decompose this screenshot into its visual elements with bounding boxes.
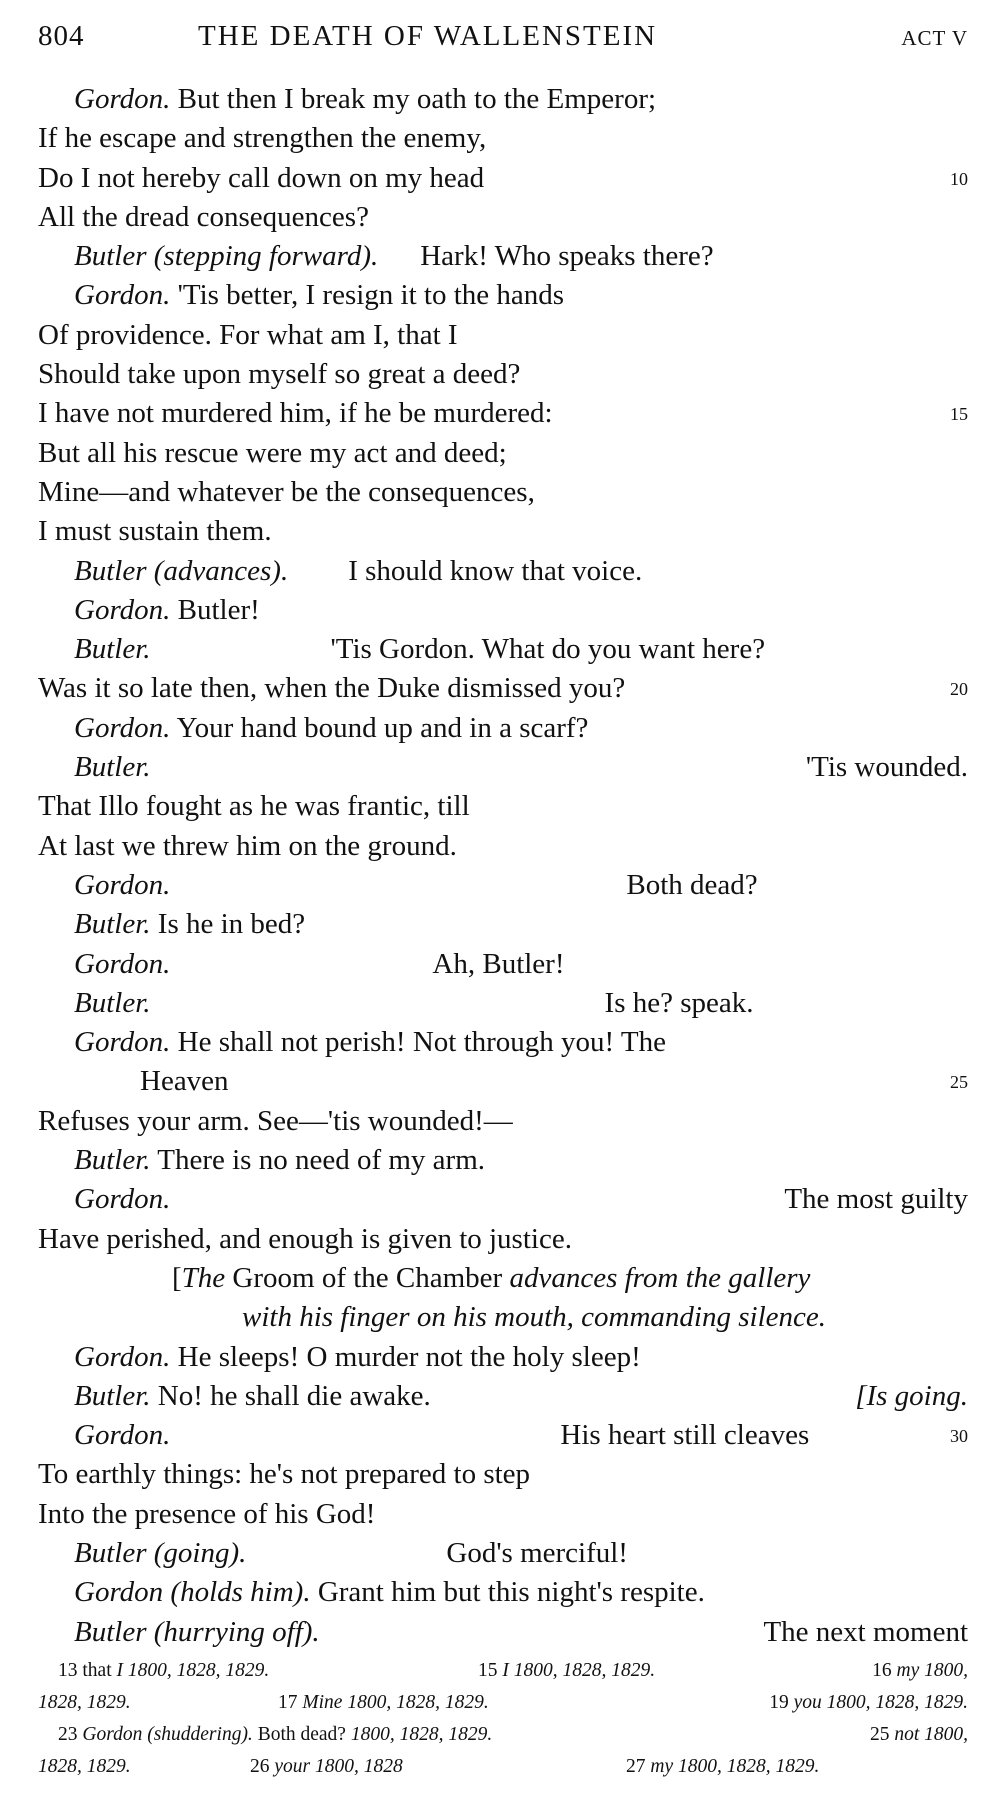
footnote: 16 my 1800, bbox=[872, 1660, 968, 1681]
verse-line: Into the presence of his God! bbox=[38, 1497, 376, 1530]
speaker: Gordon bbox=[74, 1576, 164, 1609]
verse-line: Gordon. The most guilty bbox=[74, 1183, 968, 1216]
verse-line: Gordon. Both dead? bbox=[74, 868, 758, 901]
speaker: Gordon. bbox=[74, 279, 171, 312]
speaker: Butler. bbox=[74, 986, 151, 1019]
speaker: Gordon. bbox=[74, 1183, 171, 1216]
footnote-line bbox=[38, 1655, 968, 1687]
footnote: 13 that I 1800, 1828, 1829. bbox=[58, 1660, 270, 1681]
running-title: THE DEATH OF WALLENSTEIN bbox=[198, 20, 658, 52]
verse-line: But all his rescue were my act and deed; bbox=[38, 436, 507, 469]
footnotes bbox=[38, 1655, 968, 1783]
footnote-line bbox=[38, 1687, 968, 1719]
verse-line: Should take upon myself so great a deed? bbox=[38, 358, 521, 391]
verse-line: At last we threw him on the ground. bbox=[38, 829, 457, 862]
page-number: 804 bbox=[38, 20, 85, 52]
verse-line: Butler. Is he in bed? bbox=[74, 908, 306, 941]
verse-line: To earthly things: he's not prepared to step bbox=[38, 1458, 531, 1491]
footnote: 17 Mine 1800, 1828, 1829. bbox=[278, 1692, 489, 1713]
line-number: 10 bbox=[950, 168, 968, 189]
verse-line: Gordon. 'Tis better, I resign it to the hands bbox=[74, 279, 565, 312]
verse-line: Gordon (holds him). Grant him but this night's respite. bbox=[74, 1576, 705, 1609]
speaker: Gordon. bbox=[74, 593, 171, 626]
verse-line: Gordon. Ah, Butler! bbox=[74, 947, 565, 980]
footnote: 25 not 1800, bbox=[869, 1724, 968, 1745]
verse-line: Gordon. His heart still cleaves 30 bbox=[38, 1416, 968, 1455]
stage-direction: (stepping forward). bbox=[153, 240, 379, 273]
speaker: Butler. bbox=[74, 1379, 151, 1412]
verse-line: That Illo fought as he was frantic, till bbox=[38, 790, 470, 823]
stage-direction: (advances). bbox=[153, 554, 289, 587]
speaker: Gordon. bbox=[74, 868, 171, 901]
act-label: ACT V bbox=[901, 26, 968, 50]
verse-line: Gordon. Butler! bbox=[74, 593, 260, 626]
stage-direction: (hurrying off). bbox=[153, 1615, 320, 1648]
footnote-line bbox=[38, 1719, 968, 1751]
speaker: Butler. bbox=[74, 908, 151, 941]
verse-line: Butler (hurrying off). The next moment bbox=[74, 1615, 968, 1648]
verse-line: Heaven 25 bbox=[38, 1062, 968, 1101]
footnote: 23 Gordon (shuddering). Both dead? 1800, 1828, 1829. bbox=[58, 1724, 493, 1745]
line-number: 20 bbox=[950, 679, 968, 700]
running-header bbox=[38, 12, 968, 52]
verse-line: Gordon. Your hand bound up and in a scarf? bbox=[74, 711, 589, 744]
speaker: Gordon. bbox=[74, 83, 171, 115]
verse-line: Of providence. For what am I, that I bbox=[38, 318, 458, 351]
verse-line: I must sustain them. bbox=[38, 515, 272, 548]
speaker: Butler. bbox=[74, 1144, 151, 1177]
footnote: 1828, 1829. bbox=[38, 1756, 131, 1777]
speaker: Butler bbox=[74, 1536, 147, 1569]
line-number: 30 bbox=[950, 1426, 968, 1447]
verse-line: Butler. No! he shall die awake. [Is going. bbox=[38, 1377, 968, 1416]
footnote: 15 I 1800, 1828, 1829. bbox=[478, 1660, 656, 1681]
footnote: 1828, 1829. bbox=[38, 1692, 131, 1713]
footnote: 26 your 1800, 1828 bbox=[250, 1756, 403, 1777]
speaker: Butler. bbox=[74, 751, 151, 784]
stage-direction: (holds him). bbox=[170, 1576, 311, 1609]
footnote: 27 my 1800, 1828, 1829. bbox=[626, 1756, 820, 1777]
speaker: Gordon. bbox=[74, 947, 171, 980]
speaker: Gordon. bbox=[74, 711, 171, 744]
stage-direction-line: with his finger on his mouth, commanding silence. bbox=[242, 1301, 826, 1334]
verse-line: If he escape and strengthen the enemy, bbox=[38, 122, 487, 155]
verse-text bbox=[38, 80, 968, 1652]
exit-direction: [Is going. bbox=[855, 1379, 968, 1412]
verse-line: Butler. Is he? speak. bbox=[74, 986, 754, 1019]
verse-line: Butler. 'Tis Gordon. What do you want here? bbox=[74, 633, 766, 666]
verse-line: Butler (going). God's merciful! bbox=[74, 1536, 628, 1569]
line-number: 15 bbox=[950, 404, 968, 425]
verse-line: Gordon. He shall not perish! Not through you! The bbox=[74, 1026, 667, 1059]
stage-direction-line: [The Groom of the Chamber advances from the gallery bbox=[172, 1261, 811, 1294]
line-number: 25 bbox=[950, 1072, 968, 1093]
verse-line: Do I not hereby call down on my head 10 bbox=[38, 159, 968, 198]
speaker: Butler bbox=[74, 240, 147, 273]
speaker: Butler bbox=[74, 554, 147, 587]
stage-direction: (going). bbox=[153, 1536, 247, 1569]
verse-line: Butler (stepping forward). Hark! Who speaks there? bbox=[74, 240, 714, 273]
footnote-line bbox=[38, 1751, 968, 1783]
verse-line: All the dread consequences? bbox=[38, 200, 369, 233]
verse-line: Butler. There is no need of my arm. bbox=[74, 1144, 486, 1177]
footnote: 19 you 1800, 1828, 1829. bbox=[769, 1692, 968, 1713]
verse-line: Mine—and whatever be the consequences, bbox=[38, 475, 535, 508]
verse-line: Was it so late then, when the Duke dismissed you? 20 bbox=[38, 669, 968, 708]
verse-line: Refuses your arm. See—'tis wounded!— bbox=[38, 1104, 513, 1137]
verse-line: Gordon. But then I break my oath to the Emperor; bbox=[74, 83, 657, 115]
verse-line: Have perished, and enough is given to justice. bbox=[38, 1222, 572, 1255]
speaker: Butler bbox=[74, 1615, 147, 1648]
verse-line: I have not murdered him, if he be murdered: 15 bbox=[38, 394, 968, 433]
verse-line: Butler (advances). I should know that voice. bbox=[74, 554, 643, 587]
speaker: Gordon. bbox=[74, 1419, 171, 1452]
speaker: Gordon. bbox=[74, 1026, 171, 1059]
speaker: Butler. bbox=[74, 633, 151, 666]
verse-line: Gordon. He sleeps! O murder not the holy sleep! bbox=[74, 1340, 641, 1373]
verse-line: Butler. 'Tis wounded. bbox=[74, 751, 968, 784]
speaker: Gordon. bbox=[74, 1340, 171, 1373]
